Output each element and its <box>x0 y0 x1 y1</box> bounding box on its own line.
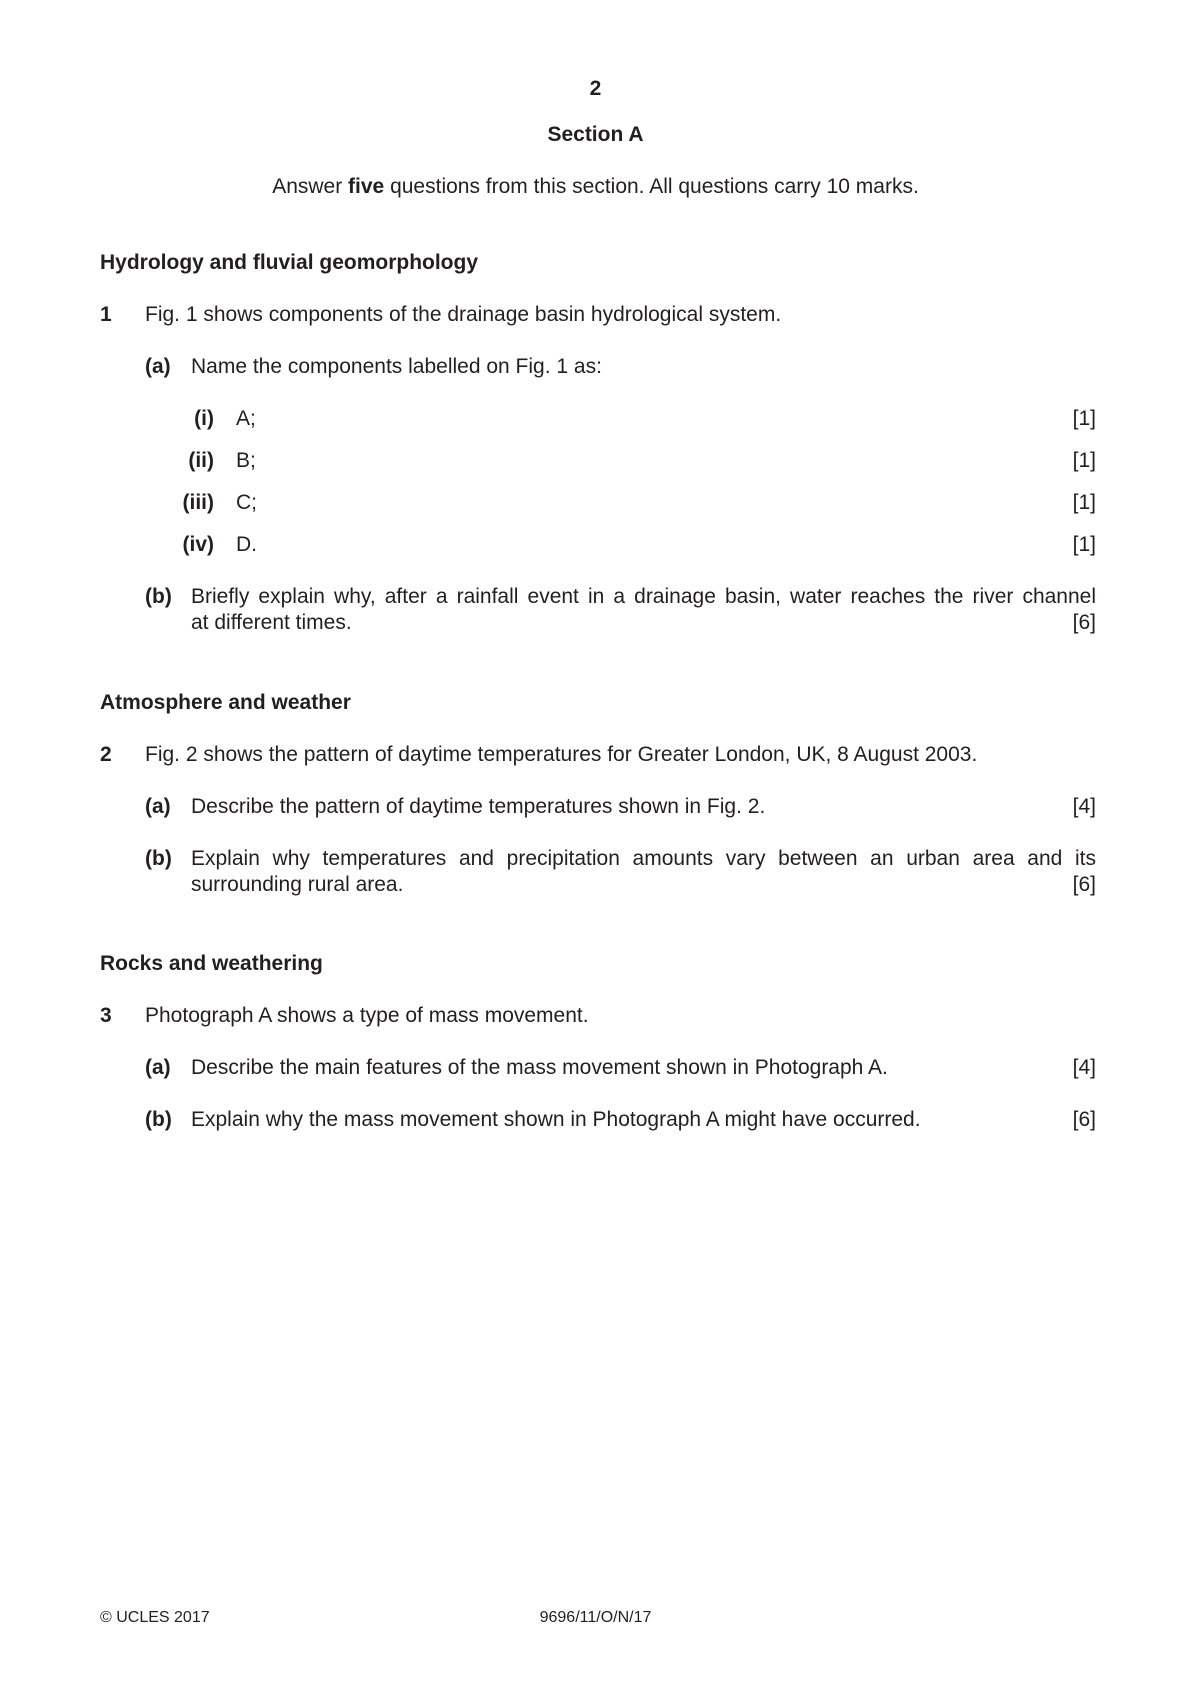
question-number-2: 2 <box>100 743 112 766</box>
page-number: 2 <box>589 77 602 100</box>
mark-1a-i: [1] <box>1072 407 1096 430</box>
part-label-3a: (a) <box>145 1056 171 1079</box>
mark-3a: [4] <box>1072 1056 1096 1079</box>
question-stem-1: Fig. 1 shows components of the drainage basin hydrological system. <box>145 303 782 326</box>
part-text-2b-line1: Explain why temperatures and precipitation amounts vary between an urban area and its <box>191 847 1096 870</box>
topic-heading-hydrology: Hydrology and fluvial geomorphology <box>100 251 479 274</box>
subpart-label-1a-ii: (ii) <box>188 449 214 472</box>
mark-1a-iv: [1] <box>1072 533 1096 556</box>
part-text-3b: Explain why the mass movement shown in Photograph A might have occurred. <box>191 1108 921 1131</box>
part-text-2b-line2: surrounding rural area. <box>191 873 404 896</box>
part-label-2b: (b) <box>145 847 172 870</box>
question-stem-3: Photograph A shows a type of mass movement. <box>145 1004 589 1027</box>
instructions-pre: Answer <box>272 175 349 198</box>
instructions-emphasis: five <box>348 175 385 198</box>
mark-1b: [6] <box>1072 611 1096 634</box>
question-number-1: 1 <box>100 303 112 326</box>
section-instructions <box>0 174 1191 200</box>
part-text-2b <box>191 846 1096 898</box>
part-text-1a: Name the components labelled on Fig. 1 as: <box>191 355 602 378</box>
part-text-1b-line2: at different times. <box>191 611 352 634</box>
instructions-post: questions from this section. All questions carry 10 marks. <box>384 175 919 198</box>
part-text-1b <box>191 584 1096 636</box>
subpart-text-1a-i: A; <box>236 407 256 430</box>
mark-1a-iii: [1] <box>1072 491 1096 514</box>
footer-paper-code: 9696/11/O/N/17 <box>539 1609 652 1626</box>
subpart-text-1a-iv: D. <box>236 533 257 556</box>
part-label-2a: (a) <box>145 795 171 818</box>
mark-2a: [4] <box>1072 795 1096 818</box>
part-text-1b-line1: Briefly explain why, after a rainfall event in a drainage basin, water reaches the river channel <box>191 585 1096 608</box>
subpart-text-1a-iii: C; <box>236 491 257 514</box>
subpart-label-1a-iii: (iii) <box>182 491 214 514</box>
part-label-1b: (b) <box>145 585 172 608</box>
mark-1a-ii: [1] <box>1072 449 1096 472</box>
part-text-3a: Describe the main features of the mass movement shown in Photograph A. <box>191 1056 888 1079</box>
subpart-label-1a-iv: (iv) <box>182 533 214 556</box>
topic-heading-atmosphere: Atmosphere and weather <box>100 691 351 714</box>
topic-heading-rocks: Rocks and weathering <box>100 952 323 975</box>
part-label-3b: (b) <box>145 1108 172 1131</box>
subpart-text-1a-ii: B; <box>236 449 256 472</box>
footer-copyright: © UCLES 2017 <box>100 1609 210 1626</box>
mark-2b: [6] <box>1072 873 1096 896</box>
question-number-3: 3 <box>100 1004 112 1027</box>
section-title: Section A <box>547 123 644 146</box>
part-text-2a: Describe the pattern of daytime temperatures shown in Fig. 2. <box>191 795 766 818</box>
mark-3b: [6] <box>1072 1108 1096 1131</box>
question-stem-2: Fig. 2 shows the pattern of daytime temperatures for Greater London, UK, 8 August 2003. <box>145 743 978 766</box>
part-label-1a: (a) <box>145 355 171 378</box>
subpart-label-1a-i: (i) <box>194 407 214 430</box>
